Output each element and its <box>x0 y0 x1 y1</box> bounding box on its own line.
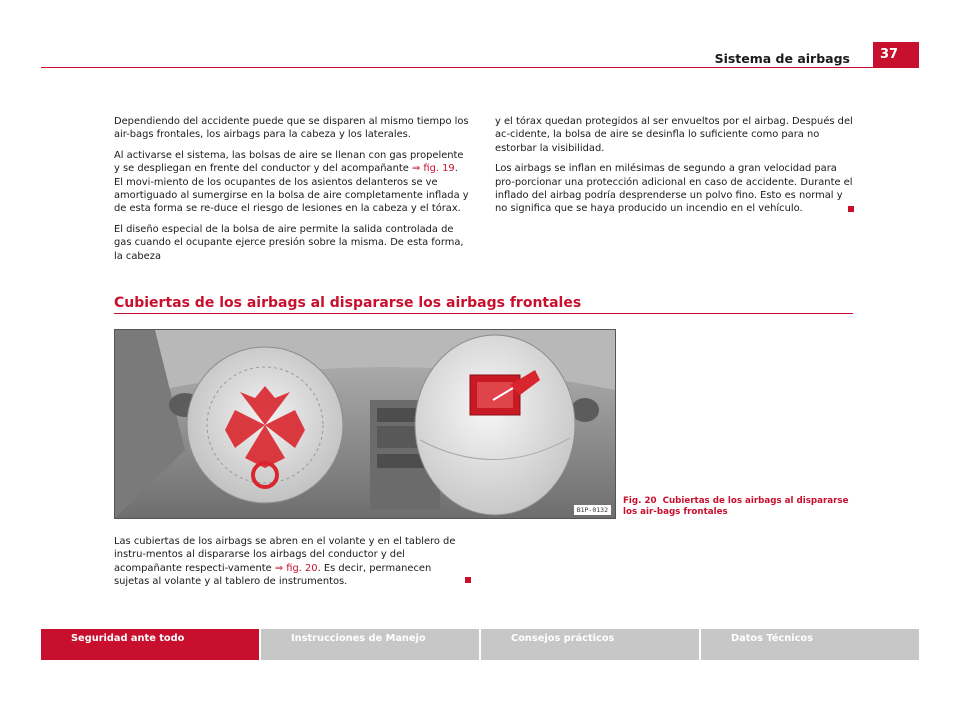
header-title: Sistema de airbags <box>714 51 850 66</box>
paragraph: Los airbags se inflan en milésimas de segundo a gran velocidad para pro-porcionar una protección adicional en caso de accidente. Durante el inflado del airbag podría desprenderse un polvo fino. Esto es normal y no significa que se haya producido un incendio en el vehículo. <box>495 163 853 215</box>
section-end-marker <box>848 206 854 212</box>
footer-nav <box>41 629 919 660</box>
figure-reference-link[interactable]: ⇒ fig. 20 <box>274 562 318 574</box>
section-divider <box>114 313 853 314</box>
figure-caption-label: Fig. 20 <box>623 496 657 506</box>
left-column <box>114 115 469 270</box>
right-column <box>495 115 853 223</box>
paragraph: El diseño especial de la bolsa de aire permite la salida controlada de gas cuando el ocupante ejerce presión sobre la misma. De esta forma, la cabeza <box>114 223 464 262</box>
figure-reference-link[interactable]: ⇒ fig. 19 <box>411 163 455 175</box>
footer-tab-instrucciones[interactable]: Instrucciones de Manejo <box>261 629 479 660</box>
paragraph-text: . Es decir, permanecen sujetas al volante y al tablero de instrumentos. <box>114 562 432 588</box>
footer-tab-consejos[interactable]: Consejos prácticos <box>481 629 699 660</box>
airbag-illustration <box>114 329 616 519</box>
section-end-marker <box>465 577 471 583</box>
paragraph-text: . El movi-miento de los ocupantes de los asientos delanteros se ve amortiguado al sumergirse en la bolsa de aire completamente inflada y de esta forma se re-duce el riesgo de lesiones en la cabeza y el tórax. <box>114 163 469 215</box>
page-number: 37 <box>873 42 919 68</box>
footer-tab-datos[interactable]: Datos Técnicos <box>701 629 919 660</box>
figure-code: B1P-0132 <box>574 505 611 515</box>
header-divider <box>41 67 919 68</box>
airbag-illustration-svg <box>115 330 615 518</box>
section-title: Cubiertas de los airbags al dispararse los airbags frontales <box>114 295 582 311</box>
paragraph-text: Las cubiertas de los airbags se abren en el volante y en el tablero de instru-mentos al dispararse los airbags del conductor y del acompañante respecti-vamente <box>114 536 456 574</box>
paragraph <box>114 149 469 216</box>
figure-caption-text: Cubiertas de los airbags al dispararse los air-bags frontales <box>623 496 849 517</box>
bottom-text-column <box>114 535 469 596</box>
paragraph <box>114 535 469 589</box>
paragraph-text: Al activarse el sistema, las bolsas de aire se llenan con gas propelente y se despliegan en frente del conductor y del acompañante <box>114 149 464 175</box>
paragraph: Dependiendo del accidente puede que se disparen al mismo tiempo los air-bags frontales, los airbags para la cabeza y los laterales. <box>114 116 469 141</box>
footer-tab-seguridad[interactable]: Seguridad ante todo <box>41 629 259 660</box>
figure-caption <box>623 496 853 518</box>
paragraph: y el tórax quedan protegidos al ser envueltos por el airbag. Después del ac-cidente, la bolsa de aire se desinfla lo suficiente como para no estorbar la visibilidad. <box>495 116 853 154</box>
